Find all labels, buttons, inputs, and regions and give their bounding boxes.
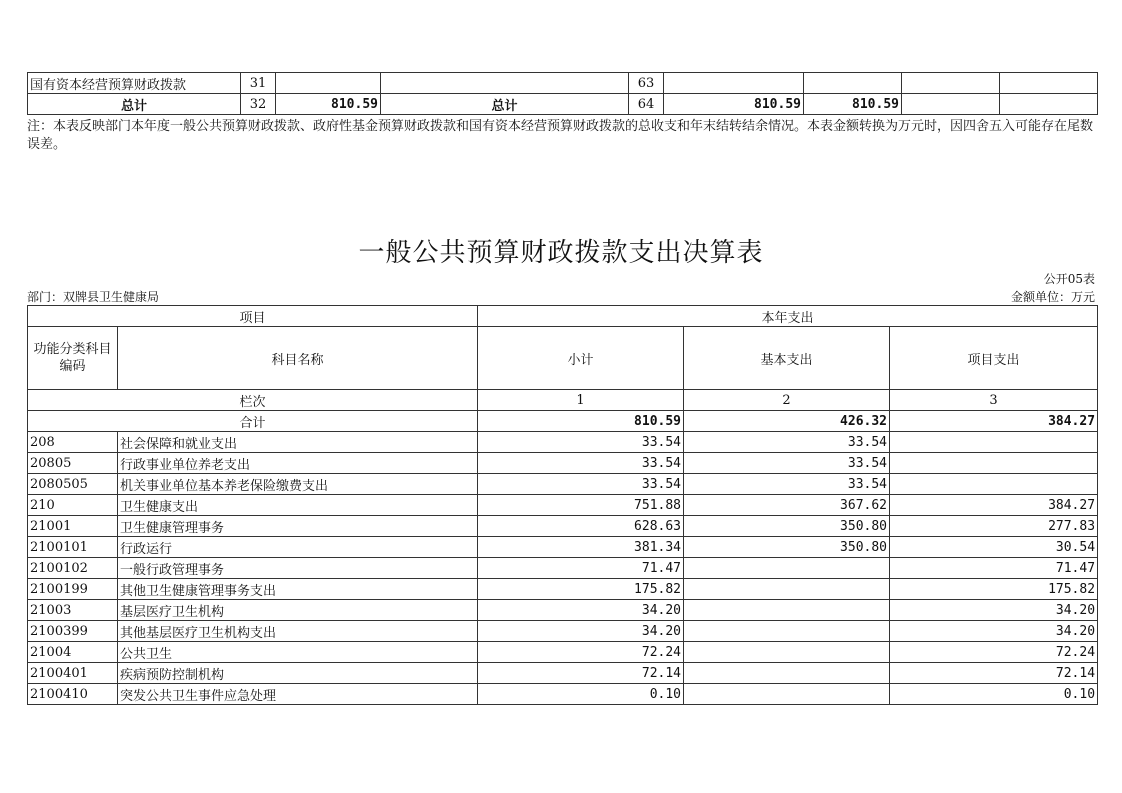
header-col1: 1 [478,390,684,411]
total-subtotal: 810.59 [478,411,684,432]
header-current-year: 本年支出 [478,306,1098,327]
top-cell-c [902,94,1000,115]
cell-name: 基层医疗卫生机构 [118,600,478,621]
cell-project: 175.82 [890,579,1098,600]
form-number: 公开05表 [1043,272,1095,286]
cell-code: 2080505 [28,474,118,495]
top-cell-label: 国有资本经营预算财政拨款 [28,73,241,94]
cell-project: 34.20 [890,600,1098,621]
top-cell-label2 [381,73,629,94]
cell-subtotal: 33.54 [478,432,684,453]
header-code: 功能分类科目编码 [28,327,118,390]
cell-basic: 350.80 [684,516,890,537]
top-cell-amount1: 810.59 [276,94,381,115]
table-row [28,453,1098,474]
cell-project: 0.10 [890,684,1098,705]
cell-project: 384.27 [890,495,1098,516]
cell-subtotal: 72.24 [478,642,684,663]
header-col3: 3 [890,390,1098,411]
cell-project: 34.20 [890,621,1098,642]
cell-project: 72.14 [890,663,1098,684]
header-project: 项目 [28,306,478,327]
cell-basic [684,558,890,579]
top-cell-line1: 32 [241,94,276,115]
department-label: 部门：双牌县卫生健康局 [27,290,160,304]
cell-subtotal: 628.63 [478,516,684,537]
cell-basic [684,642,890,663]
table-row [28,642,1098,663]
cell-name: 机关事业单位基本养老保险缴费支出 [118,474,478,495]
header-basic: 基本支出 [684,327,890,390]
cell-project [890,474,1098,495]
table-row [28,558,1098,579]
cell-code: 2100101 [28,537,118,558]
cell-subtotal: 33.54 [478,453,684,474]
cell-project: 71.47 [890,558,1098,579]
cell-subtotal: 751.88 [478,495,684,516]
cell-basic: 33.54 [684,474,890,495]
table-row [28,432,1098,453]
table-row [28,621,1098,642]
cell-project: 277.83 [890,516,1098,537]
expenditure-table [27,305,1098,705]
cell-name: 公共卫生 [118,642,478,663]
top-cell-label2: 总计 [381,94,629,115]
cell-code: 21003 [28,600,118,621]
cell-basic [684,579,890,600]
header-project-exp: 项目支出 [890,327,1098,390]
top-cell-a: 810.59 [664,94,804,115]
cell-subtotal: 381.34 [478,537,684,558]
cell-basic [684,663,890,684]
cell-name: 卫生健康管理事务 [118,516,478,537]
cell-name: 社会保障和就业支出 [118,432,478,453]
top-cell-line1: 31 [241,73,276,94]
header-col2: 2 [684,390,890,411]
cell-subtotal: 34.20 [478,600,684,621]
cell-code: 2100401 [28,663,118,684]
total-label: 合计 [28,411,478,432]
cell-project [890,453,1098,474]
top-table-row [28,94,1098,115]
cell-code: 21001 [28,516,118,537]
header-subtotal: 小计 [478,327,684,390]
cell-project: 72.24 [890,642,1098,663]
cell-subtotal: 34.20 [478,621,684,642]
top-cell-a [664,73,804,94]
cell-name: 其他基层医疗卫生机构支出 [118,621,478,642]
cell-basic [684,621,890,642]
cell-name: 卫生健康支出 [118,495,478,516]
cell-name: 突发公共卫生事件应急处理 [118,684,478,705]
cell-code: 208 [28,432,118,453]
cell-project: 30.54 [890,537,1098,558]
table-row [28,600,1098,621]
top-cell-line2: 63 [629,73,664,94]
cell-basic: 33.54 [684,432,890,453]
cell-subtotal: 175.82 [478,579,684,600]
table-row [28,684,1098,705]
cell-subtotal: 0.10 [478,684,684,705]
table-row [28,516,1098,537]
cell-subtotal: 71.47 [478,558,684,579]
header-name: 科目名称 [118,327,478,390]
cell-basic [684,600,890,621]
cell-code: 20805 [28,453,118,474]
cell-name: 疾病预防控制机构 [118,663,478,684]
cell-basic: 33.54 [684,453,890,474]
total-project: 384.27 [890,411,1098,432]
header-column-no: 栏次 [28,390,478,411]
cell-name: 行政事业单位养老支出 [118,453,478,474]
top-cell-c [902,73,1000,94]
cell-code: 2100410 [28,684,118,705]
top-cell-d [1000,94,1098,115]
cell-name: 一般行政管理事务 [118,558,478,579]
table-row [28,663,1098,684]
top-cell-b: 810.59 [804,94,902,115]
top-table-row [28,73,1098,94]
top-cell-line2: 64 [629,94,664,115]
unit-label: 金额单位：万元 [1010,290,1095,304]
cell-basic: 367.62 [684,495,890,516]
top-cell-d [1000,73,1098,94]
cell-basic [684,684,890,705]
cell-name: 行政运行 [118,537,478,558]
top-summary-table [27,72,1098,115]
total-basic: 426.32 [684,411,890,432]
cell-code: 2100199 [28,579,118,600]
cell-basic: 350.80 [684,537,890,558]
table-note: 注：本表反映部门本年度一般公共预算财政拨款、政府性基金预算财政拨款和国有资本经营预算财政拨款的总收支和年末结转结余情况。本表金额转换为万元时，因四舍五入可能存在尾数误差。 [27,119,1094,152]
cell-subtotal: 72.14 [478,663,684,684]
table-row [28,579,1098,600]
cell-subtotal: 33.54 [478,474,684,495]
top-cell-label: 总计 [28,94,241,115]
cell-code: 2100102 [28,558,118,579]
page-title: 一般公共预算财政拨款支出决算表 [358,238,764,268]
top-cell-b [804,73,902,94]
cell-code: 21004 [28,642,118,663]
top-cell-amount1 [276,73,381,94]
table-row [28,495,1098,516]
cell-project [890,432,1098,453]
cell-code: 2100399 [28,621,118,642]
cell-code: 210 [28,495,118,516]
cell-name: 其他卫生健康管理事务支出 [118,579,478,600]
table-row [28,537,1098,558]
table-row [28,474,1098,495]
